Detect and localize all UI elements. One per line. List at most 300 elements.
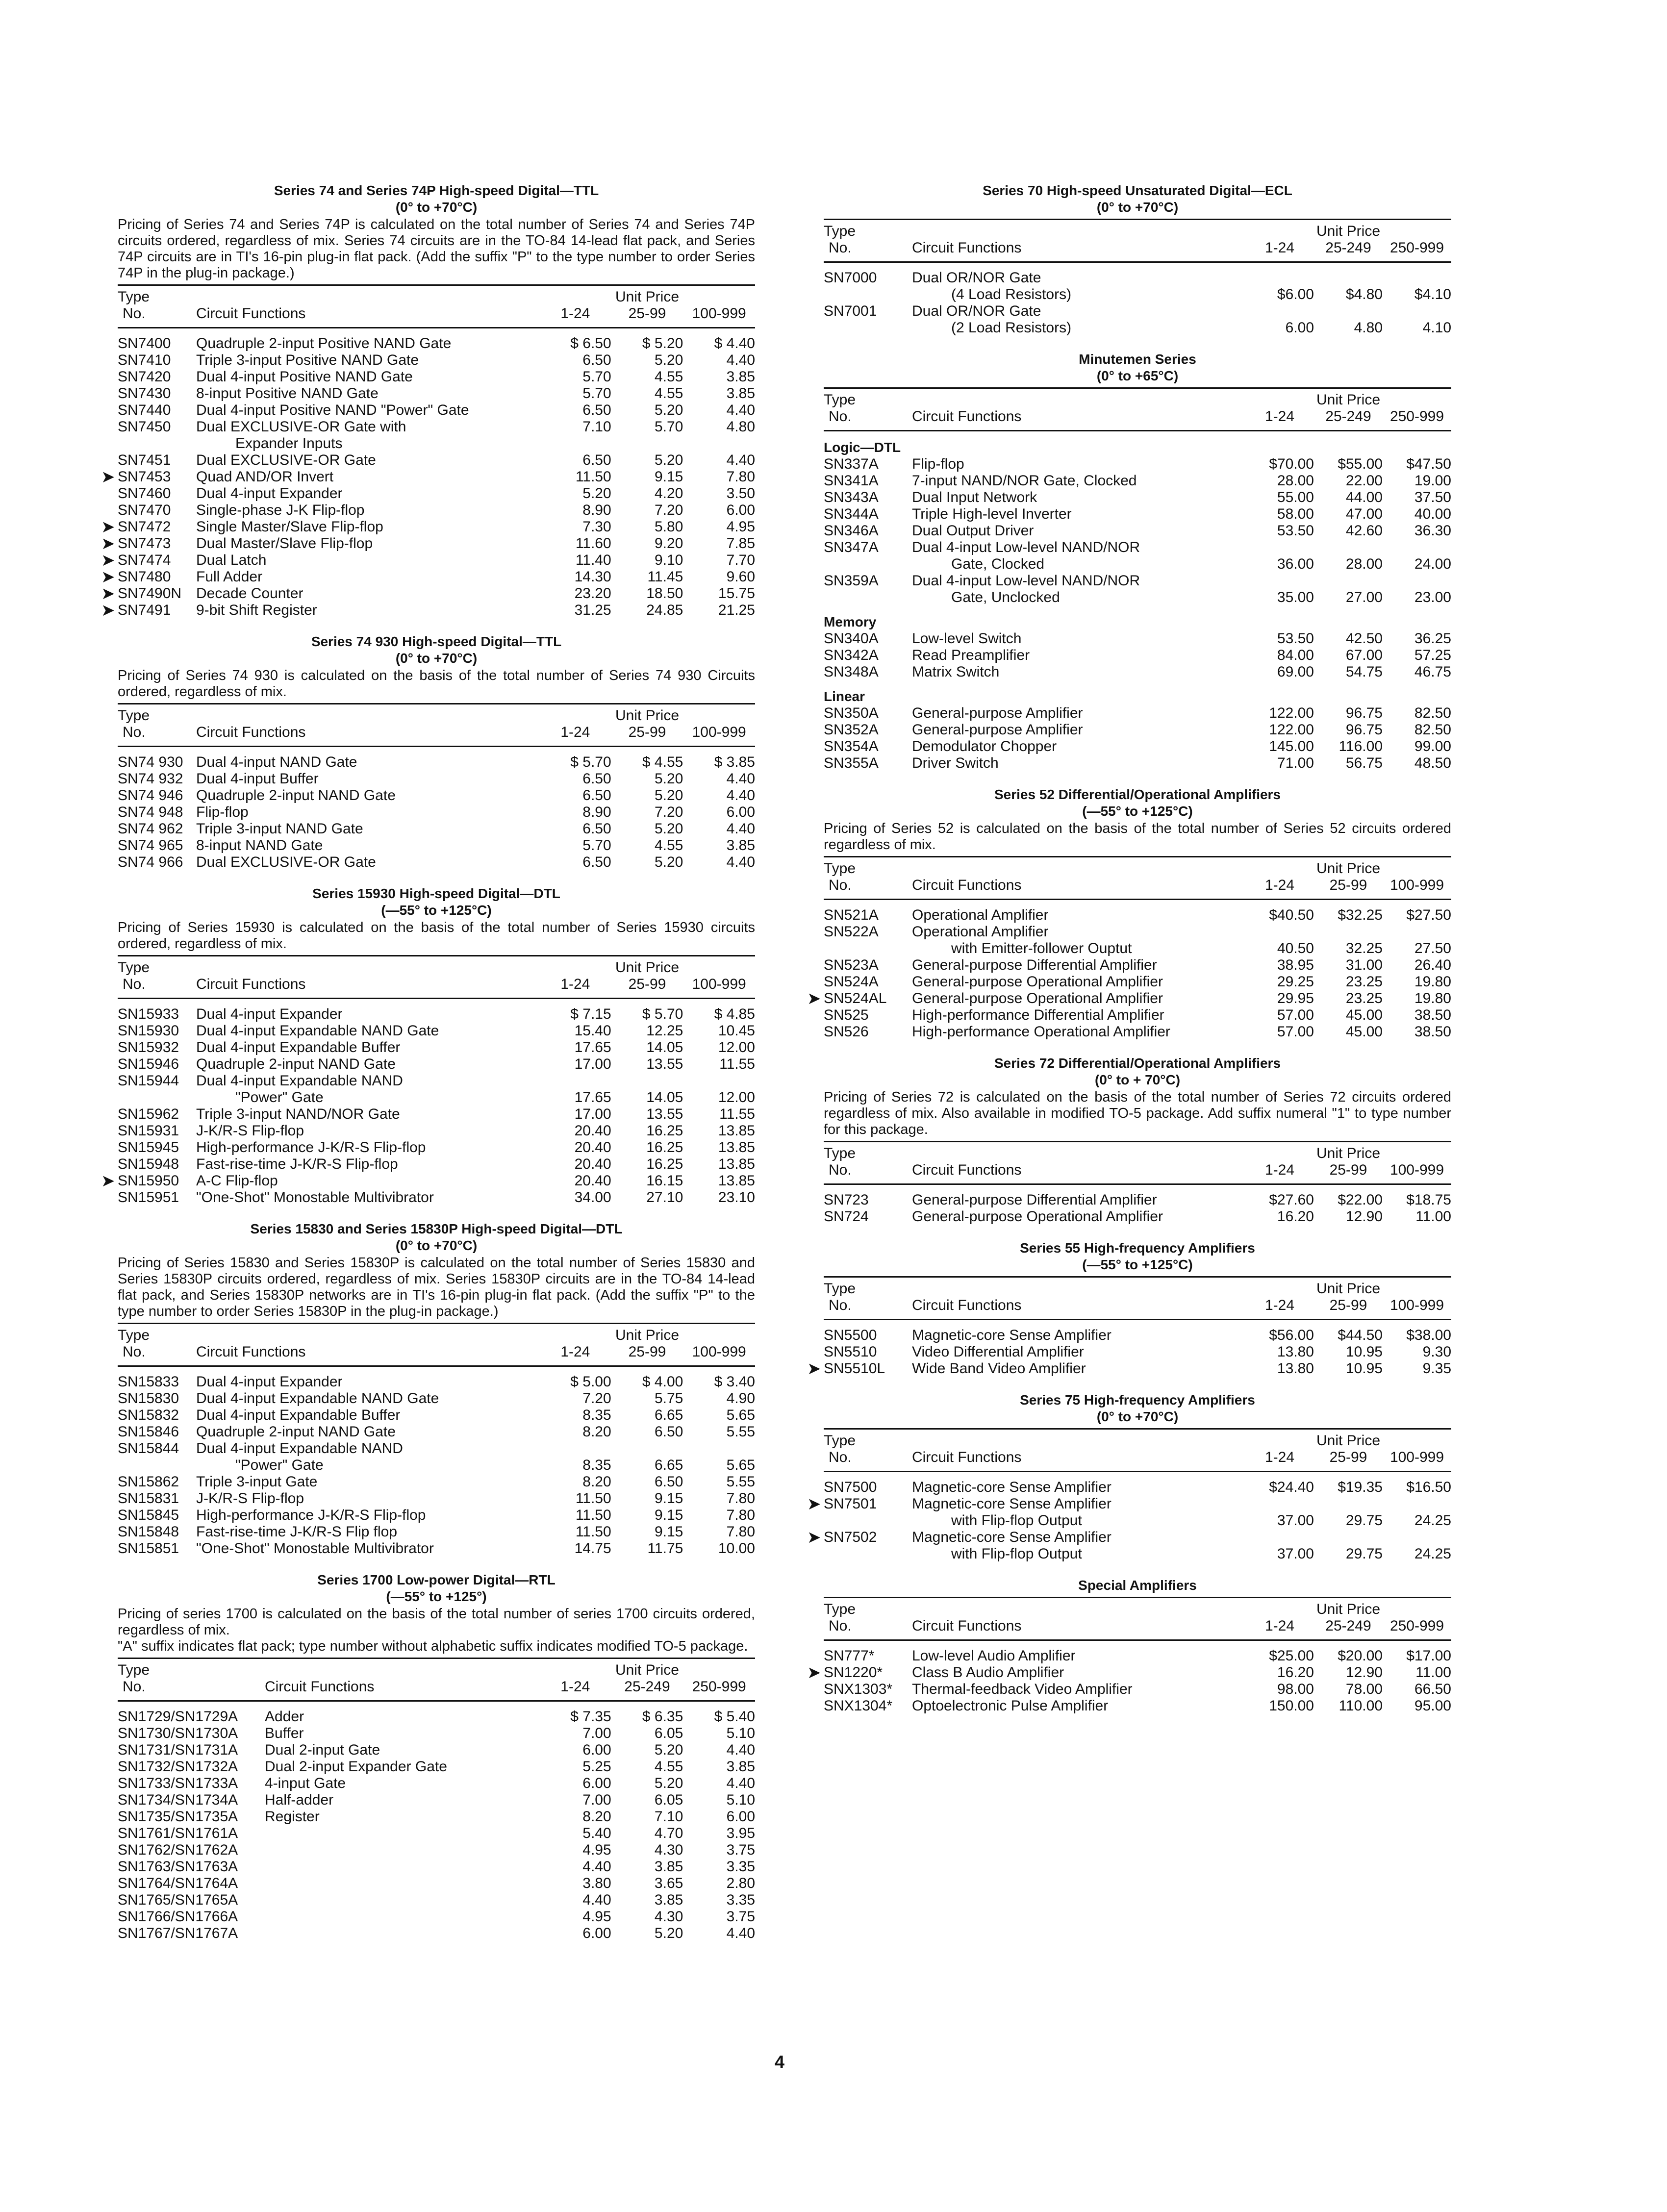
header-circuit-functions: Circuit Functions bbox=[912, 1162, 1245, 1184]
type-number-cell bbox=[807, 989, 912, 1008]
type-number-cell bbox=[118, 1156, 196, 1173]
header-qty-1: 1-24 bbox=[1245, 240, 1314, 262]
type-number-cell bbox=[824, 556, 912, 573]
price-qty-2: 116.00 bbox=[1339, 738, 1383, 754]
table-row bbox=[824, 722, 1451, 738]
price-qty-1: 57.00 bbox=[1277, 1024, 1314, 1040]
type-number-cell bbox=[118, 747, 196, 771]
price-qty-2: 44.00 bbox=[1345, 489, 1383, 505]
header-type: Type bbox=[824, 857, 912, 878]
price-qty-3: 10.45 bbox=[718, 1023, 755, 1039]
price-qty-1: 122.00 bbox=[1269, 705, 1314, 721]
circuit-function: Wide Band Video Amplifier bbox=[912, 1360, 1086, 1377]
price-qty-1: 20.40 bbox=[574, 1156, 611, 1172]
price-qty-2: 12.90 bbox=[1345, 1208, 1383, 1225]
type-number-cell bbox=[824, 573, 912, 589]
price-qty-3 bbox=[1383, 539, 1451, 556]
section-title: Series 15830 and Series 15830P High-speed Digital—DTL bbox=[250, 1221, 623, 1236]
price-qty-3: 95.00 bbox=[1414, 1698, 1451, 1714]
price-qty-3: 66.50 bbox=[1414, 1681, 1451, 1697]
type-number: SN1734/SN1734A bbox=[118, 1792, 238, 1808]
table-row bbox=[118, 1507, 755, 1524]
header-qty-1: 1-24 bbox=[1245, 1618, 1314, 1640]
price-qty-1: 5.40 bbox=[582, 1825, 611, 1841]
price-qty-3: 15.75 bbox=[718, 585, 755, 602]
type-number-cell bbox=[118, 1139, 196, 1156]
price-qty-2: 42.50 bbox=[1345, 630, 1383, 647]
price-qty-2 bbox=[1314, 1529, 1383, 1546]
type-number-cell bbox=[824, 473, 912, 489]
header-type: Type bbox=[824, 1598, 912, 1618]
table-row bbox=[118, 747, 755, 771]
circuit-function: General-purpose Operational Amplifier bbox=[912, 974, 1163, 990]
type-number-cell bbox=[807, 1359, 912, 1378]
type-number-cell bbox=[824, 589, 912, 606]
circuit-function: with Emitter-follower Ouptut bbox=[951, 940, 1132, 956]
table-row bbox=[824, 589, 1451, 606]
type-number: SN74 930 bbox=[118, 754, 183, 770]
new-item-arrow-icon: ➤ bbox=[807, 1495, 821, 1513]
price-qty-2: 9.20 bbox=[654, 535, 683, 552]
section-description bbox=[118, 920, 755, 952]
table-row bbox=[824, 647, 1451, 664]
price-qty-3: 5.55 bbox=[726, 1424, 755, 1440]
price-qty-1: 17.65 bbox=[574, 1039, 611, 1056]
price-qty-1: 31.25 bbox=[574, 602, 611, 618]
price-qty-2: 16.25 bbox=[646, 1139, 683, 1156]
type-number-cell bbox=[118, 1540, 196, 1557]
table-row bbox=[824, 974, 1451, 990]
price-qty-1: $ 5.00 bbox=[570, 1374, 611, 1390]
price-qty-2: 6.05 bbox=[654, 1792, 683, 1808]
price-qty-3: 13.85 bbox=[718, 1123, 755, 1139]
price-qty-1: 23.20 bbox=[574, 585, 611, 602]
header-unit-price: Unit Price bbox=[611, 1324, 683, 1344]
type-number-cell bbox=[118, 452, 196, 469]
table-row bbox=[824, 1496, 1451, 1512]
price-qty-1: $56.00 bbox=[1269, 1327, 1314, 1343]
new-item-arrow-icon: ➤ bbox=[807, 1528, 821, 1547]
header-unit-price: Unit Price bbox=[611, 704, 683, 725]
circuit-function: 4-input Gate bbox=[265, 1775, 346, 1791]
circuit-function: High-performance Operational Amplifier bbox=[912, 1024, 1170, 1040]
price-qty-2 bbox=[1314, 262, 1383, 287]
type-number: SN7474 bbox=[118, 552, 171, 568]
price-qty-1: 4.95 bbox=[582, 1842, 611, 1858]
price-qty-3: 82.50 bbox=[1414, 705, 1451, 721]
circuit-function: Fast-rise-time J-K/R-S Flip flop bbox=[196, 1524, 398, 1540]
table-row bbox=[824, 755, 1451, 772]
price-qty-3: 4.40 bbox=[726, 352, 755, 368]
type-number-cell bbox=[807, 1528, 912, 1547]
price-qty-1: 145.00 bbox=[1269, 738, 1314, 754]
price-qty-3: 12.00 bbox=[718, 1089, 755, 1106]
price-section bbox=[807, 1240, 1451, 1378]
circuit-function: Operational Amplifier bbox=[912, 924, 1049, 940]
price-qty-1: 53.50 bbox=[1277, 630, 1314, 647]
price-qty-1 bbox=[539, 435, 611, 452]
table-row bbox=[118, 585, 755, 602]
price-qty-1: 20.40 bbox=[574, 1139, 611, 1156]
table-row bbox=[824, 456, 1451, 473]
price-qty-1 bbox=[1245, 1529, 1314, 1546]
price-qty-3: 4.40 bbox=[726, 1775, 755, 1791]
price-qty-1: $24.40 bbox=[1269, 1479, 1314, 1495]
circuit-function: Dual 4-input Expander bbox=[196, 485, 343, 502]
price-qty-2: 14.05 bbox=[646, 1039, 683, 1056]
price-section bbox=[118, 1572, 755, 1942]
table-row bbox=[824, 320, 1451, 336]
type-number: SN354A bbox=[824, 738, 879, 754]
price-qty-3: 4.40 bbox=[726, 821, 755, 837]
temperature-range: (0° to +70°C) bbox=[1096, 1409, 1179, 1424]
type-number: SN343A bbox=[824, 489, 879, 505]
price-qty-3: 6.00 bbox=[726, 502, 755, 518]
price-qty-1: 6.50 bbox=[582, 352, 611, 368]
header-type: Type bbox=[118, 285, 196, 306]
circuit-function: Dual 4-input Low-level NAND/NOR bbox=[912, 573, 1140, 589]
price-table bbox=[807, 1276, 1451, 1378]
price-qty-1: 6.00 bbox=[582, 1775, 611, 1791]
table-row bbox=[118, 1825, 755, 1842]
price-qty-2: 4.20 bbox=[654, 485, 683, 502]
price-qty-2: $32.25 bbox=[1338, 907, 1383, 923]
circuit-function: Thermal-feedback Video Amplifier bbox=[912, 1681, 1133, 1697]
header-type: Type bbox=[824, 1277, 912, 1298]
section-title: Series 55 High-frequency Amplifiers bbox=[1020, 1240, 1255, 1256]
price-qty-3: 4.40 bbox=[726, 787, 755, 804]
price-qty-2: 14.05 bbox=[646, 1089, 683, 1106]
type-number: SN1729/SN1729A bbox=[118, 1709, 238, 1725]
type-number: SN1220* bbox=[824, 1664, 883, 1681]
header-unit-price: Unit Price bbox=[1314, 1429, 1383, 1450]
header-qty-3: 250-999 bbox=[1383, 408, 1451, 431]
price-qty-3: 4.40 bbox=[726, 402, 755, 418]
table-row bbox=[824, 1320, 1451, 1344]
price-qty-2: 3.85 bbox=[654, 1859, 683, 1875]
price-qty-3: 27.50 bbox=[1414, 940, 1451, 956]
table-row bbox=[824, 1681, 1451, 1698]
type-number: SN7472 bbox=[118, 519, 171, 535]
type-number-cell bbox=[118, 1106, 196, 1123]
price-qty-1: 6.50 bbox=[582, 402, 611, 418]
price-qty-3: 7.70 bbox=[726, 552, 755, 568]
circuit-function: General-purpose Differential Amplifier bbox=[912, 957, 1157, 973]
price-qty-3: 36.30 bbox=[1414, 523, 1451, 539]
type-number-cell bbox=[824, 1320, 912, 1344]
circuit-function: Dual 4-input Expandable NAND Gate bbox=[196, 1023, 439, 1039]
header-qty-1: 1-24 bbox=[1245, 1449, 1314, 1472]
price-qty-1: $ 7.35 bbox=[570, 1709, 611, 1725]
type-number-cell bbox=[118, 1490, 196, 1507]
type-number: SN344A bbox=[824, 506, 879, 522]
price-qty-3: 3.95 bbox=[726, 1825, 755, 1841]
price-qty-3: 10.00 bbox=[718, 1540, 755, 1557]
type-number: SN15846 bbox=[118, 1424, 179, 1440]
circuit-function: 7-input NAND/NOR Gate, Clocked bbox=[912, 473, 1137, 489]
price-qty-1: 8.20 bbox=[582, 1474, 611, 1490]
type-number: SN7491 bbox=[118, 602, 171, 618]
price-qty-3: $38.00 bbox=[1406, 1327, 1451, 1343]
price-qty-3 bbox=[1383, 1529, 1451, 1546]
table-row bbox=[824, 1007, 1451, 1024]
price-qty-2: 7.20 bbox=[654, 502, 683, 518]
type-number: SN1763/SN1763A bbox=[118, 1859, 238, 1875]
price-qty-3: 11.55 bbox=[719, 1056, 755, 1072]
price-qty-1: 28.00 bbox=[1277, 473, 1314, 489]
table-row bbox=[118, 821, 755, 837]
circuit-function: Fast-rise-time J-K/R-S Flip-flop bbox=[196, 1156, 398, 1172]
header-unit-price: Unit Price bbox=[1314, 388, 1383, 409]
table-row bbox=[824, 738, 1451, 755]
section-description bbox=[118, 217, 755, 281]
group-label: Logic—DTL bbox=[824, 440, 901, 455]
price-qty-2: 4.80 bbox=[1354, 320, 1383, 336]
type-number: SN7480 bbox=[118, 569, 171, 585]
price-qty-1: 5.25 bbox=[582, 1759, 611, 1775]
price-qty-1: 6.00 bbox=[582, 1925, 611, 1941]
circuit-function: Flip-flop bbox=[912, 456, 964, 472]
circuit-function: Magnetic-core Sense Amplifier bbox=[912, 1529, 1111, 1545]
price-qty-1: 84.00 bbox=[1277, 647, 1314, 663]
price-section bbox=[101, 182, 755, 620]
price-table bbox=[807, 856, 1451, 1040]
new-item-arrow-icon: ➤ bbox=[101, 568, 115, 586]
table-row bbox=[824, 1664, 1451, 1681]
type-number-cell bbox=[101, 568, 196, 586]
header-qty-1: 1-24 bbox=[539, 1679, 611, 1701]
table-row bbox=[824, 940, 1451, 957]
circuit-function: 8-input NAND Gate bbox=[196, 837, 323, 854]
price-qty-3: 24.25 bbox=[1414, 1512, 1451, 1529]
price-qty-3: 4.40 bbox=[726, 1742, 755, 1758]
price-qty-3: 4.80 bbox=[726, 419, 755, 435]
type-number-cell bbox=[824, 647, 912, 664]
table-row bbox=[118, 1039, 755, 1056]
circuit-function: with Flip-flop Output bbox=[951, 1512, 1082, 1529]
circuit-function: Magnetic-core Sense Amplifier bbox=[912, 1496, 1111, 1512]
table-row bbox=[118, 1524, 755, 1540]
price-qty-3: 7.80 bbox=[726, 1507, 755, 1523]
price-qty-2: 3.85 bbox=[654, 1892, 683, 1908]
price-qty-1: 53.50 bbox=[1277, 523, 1314, 539]
price-qty-2 bbox=[611, 435, 683, 452]
header-qty-2: 25-99 bbox=[1314, 1449, 1383, 1472]
price-qty-2 bbox=[1314, 1496, 1383, 1512]
type-number-cell bbox=[118, 1842, 265, 1859]
type-number: SN15945 bbox=[118, 1139, 179, 1156]
circuit-function: Magnetic-core Sense Amplifier bbox=[912, 1479, 1111, 1495]
price-qty-2: 96.75 bbox=[1345, 705, 1383, 721]
price-qty-3: 13.85 bbox=[718, 1156, 755, 1172]
price-qty-1: 5.70 bbox=[582, 837, 611, 854]
table-row bbox=[824, 489, 1451, 506]
price-qty-1: 7.00 bbox=[582, 1792, 611, 1808]
header-unit-price: Unit Price bbox=[1314, 220, 1383, 240]
circuit-function: Expander Inputs bbox=[235, 435, 343, 452]
price-qty-2: 5.80 bbox=[654, 519, 683, 535]
price-qty-2: 6.65 bbox=[654, 1457, 683, 1473]
type-number: SN525 bbox=[824, 1007, 869, 1023]
circuit-function: Register bbox=[265, 1809, 320, 1825]
circuit-function: Single Master/Slave Flip-flop bbox=[196, 519, 383, 535]
type-number: SN7501 bbox=[824, 1496, 877, 1512]
header-circuit-functions: Circuit Functions bbox=[265, 1679, 539, 1701]
temperature-range: (0° to + 70°C) bbox=[1094, 1072, 1181, 1087]
header-type: Type bbox=[824, 220, 912, 240]
type-number-cell bbox=[824, 286, 912, 303]
type-number-cell bbox=[118, 328, 196, 352]
price-qty-3: 3.35 bbox=[726, 1892, 755, 1908]
price-qty-2: 56.75 bbox=[1345, 755, 1383, 771]
table-row bbox=[118, 1156, 755, 1173]
section-description bbox=[118, 1255, 755, 1320]
price-qty-3 bbox=[1383, 573, 1451, 589]
price-qty-2 bbox=[611, 1073, 683, 1089]
type-number-cell bbox=[824, 1640, 912, 1665]
section-description bbox=[118, 1606, 755, 1655]
price-qty-3: $4.10 bbox=[1414, 286, 1451, 302]
type-number-cell bbox=[824, 320, 912, 336]
price-qty-1: 16.20 bbox=[1277, 1664, 1314, 1681]
type-number: SN15948 bbox=[118, 1156, 179, 1172]
type-number-cell bbox=[824, 738, 912, 755]
type-number-cell bbox=[824, 539, 912, 556]
header-qty-1: 1-24 bbox=[1245, 1162, 1314, 1184]
circuit-function bbox=[265, 1892, 539, 1909]
price-qty-2: 5.75 bbox=[654, 1390, 683, 1407]
price-qty-3 bbox=[1383, 303, 1451, 320]
price-qty-2: 5.20 bbox=[654, 402, 683, 418]
price-qty-3: 3.85 bbox=[726, 837, 755, 854]
type-number: SN74 962 bbox=[118, 821, 183, 837]
section-title: Series 1700 Low-power Digital—RTL bbox=[317, 1572, 556, 1587]
table-row bbox=[118, 1173, 755, 1189]
price-qty-3: $ 4.85 bbox=[714, 1006, 755, 1022]
circuit-function: Dual EXCLUSIVE-OR Gate bbox=[196, 854, 376, 870]
price-qty-1: 4.40 bbox=[582, 1892, 611, 1908]
type-number-cell bbox=[824, 755, 912, 772]
circuit-function: Read Preamplifier bbox=[912, 647, 1030, 663]
type-number: SN5500 bbox=[824, 1327, 877, 1343]
circuit-function: Dual 4-input Buffer bbox=[196, 771, 319, 787]
circuit-function: Dual 4-input Low-level NAND/NOR bbox=[912, 539, 1140, 555]
price-qty-2: 4.70 bbox=[654, 1825, 683, 1841]
price-qty-3: 48.50 bbox=[1414, 755, 1451, 771]
price-qty-3: $16.50 bbox=[1406, 1479, 1451, 1495]
table-group-row bbox=[824, 606, 1451, 630]
header-circuit-functions: Circuit Functions bbox=[912, 408, 1245, 431]
price-qty-3: 19.80 bbox=[1414, 974, 1451, 990]
table-row bbox=[118, 502, 755, 519]
table-row bbox=[824, 705, 1451, 722]
header-no: No. bbox=[824, 877, 912, 900]
price-qty-1: 5.20 bbox=[582, 485, 611, 502]
header-circuit-functions: Circuit Functions bbox=[196, 724, 539, 747]
price-qty-1: 16.20 bbox=[1277, 1208, 1314, 1225]
circuit-function: General-purpose Operational Amplifier bbox=[912, 990, 1163, 1006]
header-no: No. bbox=[824, 408, 912, 431]
type-number-cell bbox=[824, 1472, 912, 1496]
price-qty-3: 2.80 bbox=[726, 1875, 755, 1891]
circuit-function: Class B Audio Amplifier bbox=[912, 1664, 1064, 1681]
type-number: SN1766/SN1766A bbox=[118, 1909, 238, 1925]
price-table bbox=[118, 1658, 755, 1942]
type-number: SN74 932 bbox=[118, 771, 183, 787]
type-number: SN7400 bbox=[118, 335, 171, 352]
type-number-cell bbox=[824, 1681, 912, 1698]
price-qty-3: 57.25 bbox=[1414, 647, 1451, 663]
price-qty-1: 5.70 bbox=[582, 369, 611, 385]
price-qty-1: 7.20 bbox=[582, 1390, 611, 1407]
header-type: Type bbox=[118, 704, 196, 725]
circuit-function: Dual 2-input Expander Gate bbox=[265, 1759, 447, 1775]
type-number: SN7000 bbox=[824, 270, 877, 286]
header-circuit-functions: Circuit Functions bbox=[912, 1449, 1245, 1472]
price-qty-3: 99.00 bbox=[1414, 738, 1451, 754]
header-unit-price: Unit Price bbox=[1314, 1598, 1383, 1618]
price-table bbox=[118, 1323, 755, 1557]
header-type: Type bbox=[824, 388, 912, 409]
table-row bbox=[118, 1775, 755, 1792]
price-qty-3: $27.50 bbox=[1406, 907, 1451, 923]
price-qty-2: 4.30 bbox=[654, 1842, 683, 1858]
table-row bbox=[824, 1024, 1451, 1040]
type-number: SN1762/SN1762A bbox=[118, 1842, 238, 1858]
table-row bbox=[118, 1759, 755, 1775]
price-qty-2: 4.30 bbox=[654, 1909, 683, 1925]
table-row bbox=[118, 402, 755, 419]
header-no: No. bbox=[824, 240, 912, 262]
price-qty-3: 3.35 bbox=[726, 1859, 755, 1875]
table-row bbox=[824, 924, 1451, 940]
price-qty-1: 4.40 bbox=[582, 1859, 611, 1875]
price-qty-2: 16.25 bbox=[646, 1156, 683, 1172]
type-number-cell bbox=[118, 1909, 265, 1925]
circuit-function: Dual OR/NOR Gate bbox=[912, 270, 1041, 286]
section-title: Series 70 High-speed Unsaturated Digital—ECL bbox=[983, 183, 1292, 198]
price-qty-2: 45.00 bbox=[1345, 1007, 1383, 1023]
price-qty-2: 4.55 bbox=[654, 385, 683, 402]
type-number: SN526 bbox=[824, 1024, 869, 1040]
type-number: SN359A bbox=[824, 573, 879, 589]
type-number-cell bbox=[824, 940, 912, 957]
circuit-function: Dual Input Network bbox=[912, 489, 1037, 505]
price-qty-3: 7.80 bbox=[726, 1490, 755, 1507]
table-row bbox=[824, 1546, 1451, 1562]
price-qty-1: 6.00 bbox=[1285, 320, 1314, 336]
price-qty-3: 6.00 bbox=[726, 1809, 755, 1825]
group-label: Linear bbox=[824, 689, 865, 704]
price-qty-2: 5.20 bbox=[654, 854, 683, 870]
header-qty-2: 25-99 bbox=[611, 305, 683, 328]
table-row bbox=[824, 556, 1451, 573]
circuit-function: Quadruple 2-input NAND Gate bbox=[196, 1424, 396, 1440]
circuit-function: Dual 4-input Expander bbox=[196, 1374, 343, 1390]
price-qty-2: 4.55 bbox=[654, 1759, 683, 1775]
table-row bbox=[118, 1424, 755, 1440]
circuit-function bbox=[265, 1825, 539, 1842]
type-number-cell bbox=[118, 1023, 196, 1039]
table-row bbox=[118, 1892, 755, 1909]
header-qty-2: 25-99 bbox=[1314, 1162, 1383, 1184]
type-number-cell bbox=[118, 1056, 196, 1073]
type-number-cell bbox=[118, 1440, 196, 1457]
price-qty-3: $18.75 bbox=[1406, 1192, 1451, 1208]
price-qty-2: 31.00 bbox=[1345, 957, 1383, 973]
table-row bbox=[824, 990, 1451, 1007]
price-qty-2: 9.15 bbox=[654, 469, 683, 485]
